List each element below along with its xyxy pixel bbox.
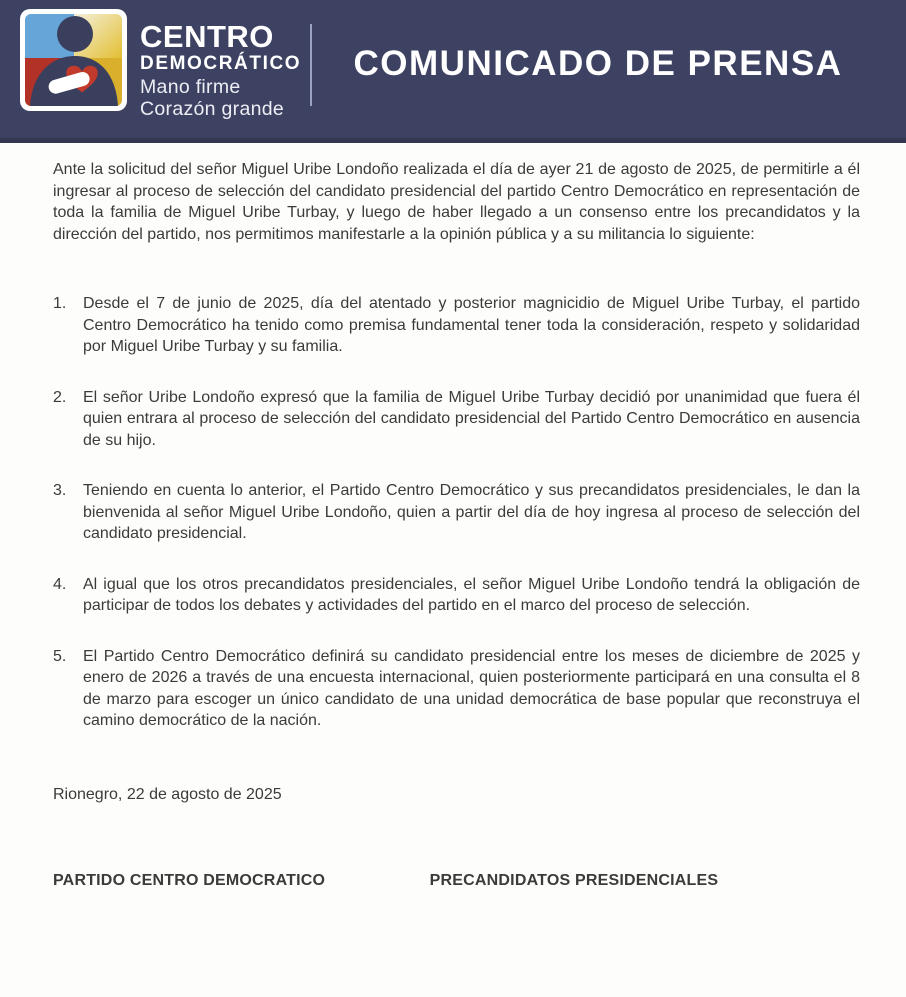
list-item [53,480,860,545]
signature-block [53,870,860,892]
list-item-number: 5. [53,647,67,665]
list-item-text: El señor Uribe Londoño expresó que la familia de Miguel Uribe Turbay decidió por unanimidad que fuera él quien entrara al proceso de selección del candidato presidencial del Partido Centro Democrático en ausencia de su hijo. [83,388,860,449]
underline-blue-segment [722,103,906,108]
logo-name-line2: DEMOCRÁTICO [140,53,302,74]
signature-precandidates: PRECANDIDATOS PRESIDENCIALES [429,872,719,889]
list-item-number: 2. [53,388,67,406]
dateline: Rionegro, 22 de agosto de 2025 [53,785,282,803]
press-release-title: COMUNICADO DE PRENSA [353,44,843,83]
list-item [53,293,860,358]
list-item [53,646,860,732]
list-item-text: El Partido Centro Democrático definirá su candidato presidencial entre los meses de diciembre de 2025 y enero de 2026 a través de una encuesta internacional, quien posteriormente participará en una consulta el 8 de marzo para escoger un único candidato de una unidad democrática de base popular que reconstruya el camino democrático de la nación. [83,647,860,729]
list-item [53,387,860,452]
centro-democratico-emblem-icon [20,9,127,111]
list-item-text: Al igual que los otros precandidatos presidenciales, el señor Miguel Uribe Londoño tendrá la obligación de participar de todos los debates y actividades del partido en el marco del proceso de selección. [83,575,860,614]
document-body [0,143,906,892]
party-logo-text [140,9,301,120]
list-item-text: Desde el 7 de junio de 2025, día del atentado y posterior magnicidio de Miguel Uribe Turbay, el partido Centro Democrático ha tenido como premisa fundamental tener toda la consideración, respeto y solidaridad por Miguel Uribe Turbay y su familia. [83,295,860,355]
list-item [53,574,860,617]
logo-tagline-line1: Mano firme [140,76,241,98]
tricolor-underline [330,103,906,108]
signature-party: PARTIDO CENTRO DEMOCRATICO [53,872,326,889]
list-item-number: 4. [53,575,67,593]
logo-name-line1: CENTRO [140,19,274,54]
logo-tagline-line2: Corazón grande [140,97,285,120]
party-logo [20,9,301,120]
underline-yellow-segment [510,103,722,108]
underline-red-segment [330,103,510,108]
intro-paragraph: Ante la solicitud del señor Miguel Uribe Londoño realizada el día de ayer 21 de agosto de 2025, de permitirle a él ingresar al proceso de selección del candidato presidencial del partido Centro Democrático en representación de toda la familia de Miguel Uribe Turbay, y luego de haber llegado a un consenso entre los precandidatos y la dirección del partido, nos permitimos manifestarle a la opinión pública y a su militancia lo siguiente: [53,161,860,243]
list-item-number: 1. [53,295,67,312]
numbered-list [53,293,860,732]
header-title-area [312,0,906,138]
header-banner [0,0,906,143]
list-item-number: 3. [53,482,67,499]
list-item-text: Teniendo en cuenta lo anterior, el Partido Centro Democrático y sus precandidatos presidenciales, le dan la bienvenida al señor Miguel Uribe Londoño, quien a partir del día de hoy ingresa al proceso de selección del candidato presidencial. [83,482,860,542]
